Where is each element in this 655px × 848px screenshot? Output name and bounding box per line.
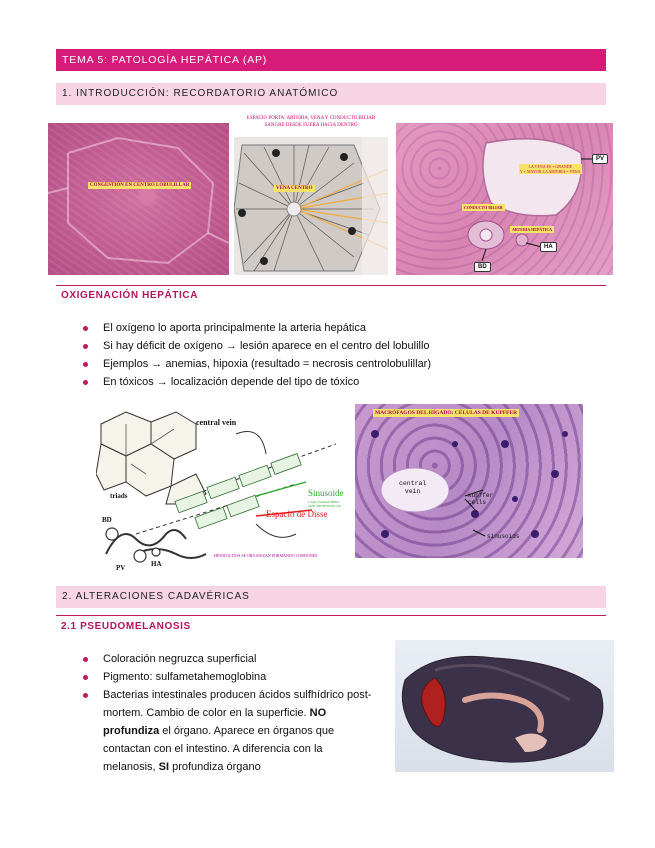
- bullet-icon: [83, 362, 88, 367]
- lobule-outline: [48, 123, 229, 275]
- hepatocytes-text: HEPATOCITOS SE ORGANIZAN FORMANDO CORDONES: [214, 553, 318, 558]
- bile-duct-label: CONDUCTO BILIAR: [464, 205, 503, 210]
- bullet-icon: [83, 693, 88, 698]
- central-vein-text: central vein: [196, 418, 237, 427]
- oxygenation-list: [83, 319, 583, 391]
- oxygenation-heading: OXIGENACIÓN HEPÁTICA: [61, 290, 199, 301]
- bullet-icon: [83, 657, 88, 662]
- section-1-heading: 1. INTRODUCCIÓN: RECORDATORIO ANATÓMICO: [56, 83, 606, 105]
- divider: [56, 285, 606, 286]
- subsection-heading: 2.1 PSEUDOMELANOSIS: [61, 621, 191, 632]
- kupffer-cells-image: [355, 404, 583, 558]
- pv-text: PV: [116, 564, 126, 572]
- histology-congestion-image: [48, 123, 229, 275]
- list-item: Coloración negruzca superficial: [83, 650, 373, 668]
- list-item: El oxígeno lo aporta principalmente la arteria hepática: [83, 319, 583, 337]
- sinusoids-label: sinusoids: [487, 533, 520, 540]
- liver-drawing: [395, 640, 614, 772]
- kupffer-cells-label-1: kupffer: [468, 492, 494, 499]
- lobule-drawing: [234, 123, 388, 275]
- pv-label: PV: [592, 154, 608, 164]
- ha-text: HA: [151, 560, 162, 568]
- central-vein-label: VENA CENTRO: [276, 186, 313, 191]
- list-item: Pigmento: sulfametahemoglobina: [83, 668, 373, 686]
- page-title: TEMA 5: PATOLOGÍA HEPÁTICA (AP): [56, 49, 606, 71]
- triads-text: triads: [110, 492, 128, 500]
- section-2-heading: 2. ALTERACIONES CADAVÉRICAS: [56, 586, 606, 608]
- bd-text: BD: [102, 516, 112, 524]
- hepatic-artery-label: ARTERIA HEPÁTICA: [512, 227, 553, 232]
- kupffer-central-vein-2: vein: [404, 488, 421, 495]
- vein-note-1: LA VENA ES + GRANDE: [519, 164, 582, 169]
- sinusoid-note-2: QUE TIENE HUECOS: [308, 504, 341, 508]
- pseudomelanosis-list: [83, 650, 373, 776]
- bold-text: SI: [158, 761, 170, 773]
- bullet-icon: [83, 344, 88, 349]
- portal-space-diagram: [234, 116, 388, 275]
- portal-caption-1: ESPACIO PORTA: ARTERIA, VENA Y CONDUCTO BILIAR: [246, 116, 376, 121]
- portal-caption-2: SANGRE DESDE FUERA HACIA DENTRO: [264, 123, 358, 128]
- list-item: Ejemplos → anemias, hipoxia (resultado = necrosis centrolobulillar): [83, 355, 583, 373]
- bullet-icon: [83, 326, 88, 331]
- bd-label: BD: [474, 262, 491, 272]
- sinusoid-text: Sinusoide: [308, 488, 344, 498]
- portal-triad-histology-image: [396, 123, 613, 275]
- sinusoid-note-1: CARO SANGUÍNEO: [308, 500, 340, 504]
- list-item: Si hay déficit de oxígeno → lesión aparece en el centro del lobulillo: [83, 337, 583, 355]
- kupffer-caption: MACRÓFAGOS DEL HÍGADO: CÉLULAS DE KUPFFER: [375, 410, 518, 416]
- sinusoid-diagram: [96, 404, 346, 576]
- ha-label: HA: [540, 242, 557, 252]
- bold-text: NO profundiza: [103, 707, 327, 737]
- kupffer-drawing: [355, 404, 583, 558]
- kupffer-cells-label-2: cells: [468, 499, 487, 506]
- vein-note-2: Y + MAYOR LA ARTERIA = VENA: [520, 169, 581, 174]
- list-item: En tóxicos → localización depende del tipo de tóxico: [83, 373, 583, 391]
- bullet-icon: [83, 380, 88, 385]
- disse-text: Espacio de Disse: [266, 509, 328, 519]
- divider: [56, 615, 606, 616]
- list-item: Bacterias intestinales producen ácidos sulfhídrico post-mortem. Cambio de color en la superficie. NO profundiza el órgano. Aparece en órganos que contactan con el intestino. A diferencia con la melanosis, SI profundiza órgano: [83, 686, 373, 776]
- pseudomelanosis-liver-photo: [395, 640, 614, 772]
- kupffer-central-vein-1: central: [399, 480, 427, 487]
- portal-triad-drawing: [396, 123, 613, 275]
- bullet-icon: [83, 675, 88, 680]
- congestion-label: CONGESTIÓN EN CENTRO LOBULILLAR: [90, 183, 190, 188]
